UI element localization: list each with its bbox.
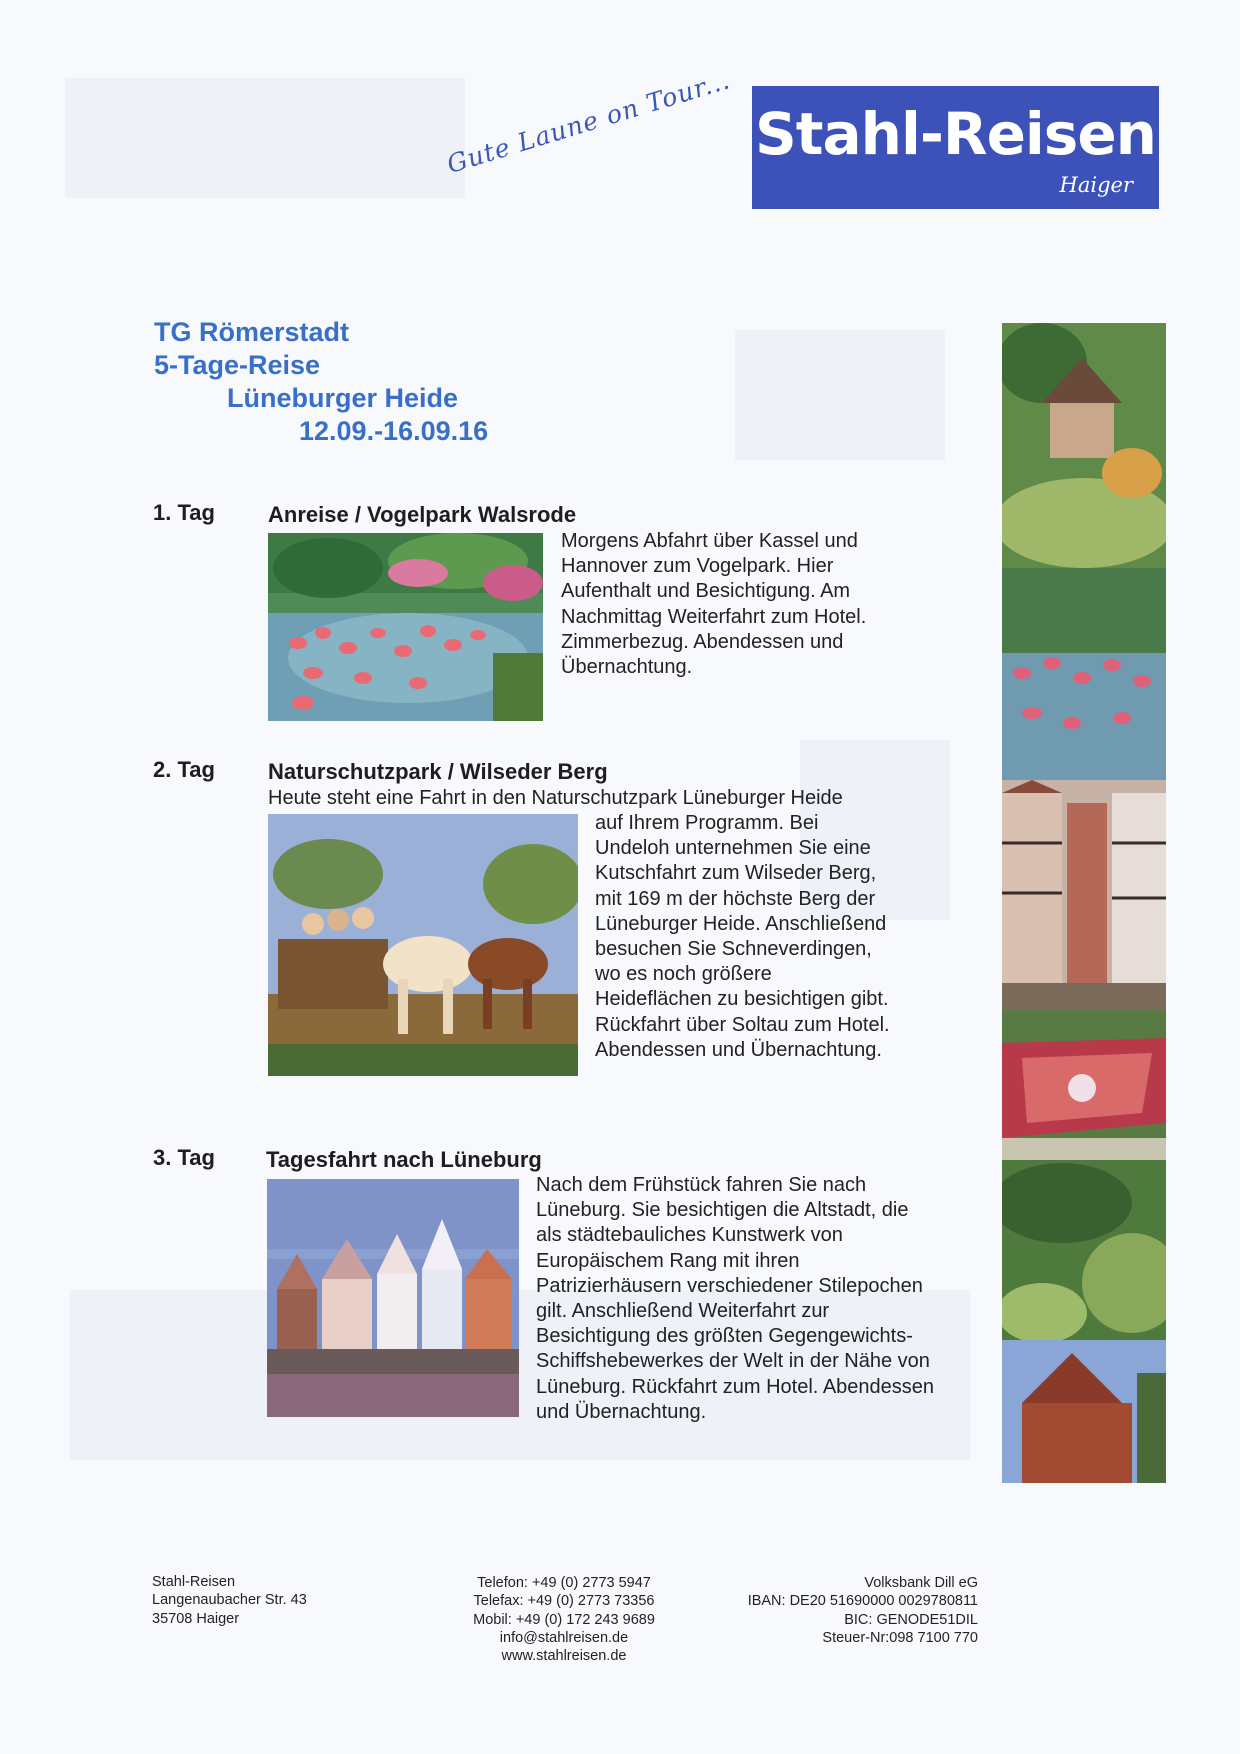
day-title: Naturschutzpark / Wilseder Berg — [268, 759, 608, 784]
text-line: Aufenthalt und Besichtigung. Am — [561, 580, 851, 603]
day-description — [595, 811, 935, 1063]
day-intro: Heute steht eine Fahrt in den Naturschutzpark Lüneburger Heide — [268, 787, 843, 809]
photo-horse-carriage — [268, 814, 578, 1076]
bleed-through-shadow — [65, 78, 465, 198]
text-line: als städtebauliches Kunstwerk von — [536, 1224, 843, 1247]
text-line: Lüneburg. Rückfahrt zum Hotel. Abendessen — [536, 1375, 935, 1398]
day-description — [536, 1173, 976, 1425]
text-line: Besichtigung des größten Gegengewichts- — [536, 1325, 913, 1348]
day-title: Anreise / Vogelpark Walsrode — [268, 502, 577, 527]
text-line: Lüneburger Heide. Anschließend — [595, 912, 887, 935]
text-line: Schiffshebewerkes der Welt in der Nähe von — [536, 1350, 930, 1373]
footer-email: info@stahlreisen.de — [499, 1629, 629, 1646]
trip-destination: Lüneburger Heide — [227, 383, 459, 413]
footer-fax: Telefax: +49 (0) 2773 73356 — [473, 1593, 655, 1610]
text-line: Abendessen und Übernachtung. — [595, 1038, 882, 1061]
text-line: mit 169 m der höchste Berg der — [595, 887, 876, 910]
bleed-through-shadow — [735, 330, 945, 460]
text-line: gilt. Anschließend Weiterfahrt zur — [536, 1300, 830, 1323]
text-line: Zimmerbezug. Abendessen und — [561, 630, 844, 653]
text-line: Nach dem Frühstück fahren Sie nach — [536, 1174, 867, 1196]
footer-line: BIC: GENODE51DIL — [844, 1611, 978, 1628]
footer-line: IBAN: DE20 51690000 0029780811 — [747, 1593, 978, 1610]
footer-line: Langenaubacher Str. 43 — [152, 1592, 307, 1609]
footer-phone: Telefon: +49 (0) 2773 5947 — [477, 1575, 651, 1591]
footer-website: www.stahlreisen.de — [501, 1648, 627, 1665]
trip-type: 5-Tage-Reise — [154, 350, 321, 380]
photo-strip — [1002, 323, 1166, 1483]
text-line: auf Ihrem Programm. Bei — [595, 812, 819, 834]
footer-line: Volksbank Dill eG — [864, 1575, 978, 1591]
company-logo — [752, 86, 1159, 209]
photo-vogelpark-flamingos — [268, 533, 543, 721]
footer-line: Steuer-Nr:098 7100 770 — [822, 1629, 978, 1646]
logo-subtitle: Haiger — [1059, 173, 1133, 197]
trip-dates: 12.09.-16.09.16 — [299, 416, 489, 446]
text-line: Heideflächen zu besichtigen gibt. — [595, 988, 889, 1011]
text-line: Undeloh unternehmen Sie eine — [595, 837, 871, 860]
footer-mobile: Mobil: +49 (0) 172 243 9689 — [473, 1611, 655, 1628]
day-description — [561, 529, 901, 680]
footer-line: Stahl-Reisen — [152, 1574, 236, 1590]
day-label: 2. Tag — [153, 757, 215, 782]
text-line: besuchen Sie Schneverdingen, — [595, 938, 872, 961]
text-line: Rückfahrt über Soltau zum Hotel. — [595, 1013, 890, 1036]
day-label: 3. Tag — [153, 1145, 215, 1170]
text-line: Kutschfahrt zum Wilseder Berg, — [595, 862, 877, 885]
text-line: Übernachtung. — [561, 656, 693, 679]
footer-address — [152, 1573, 307, 1628]
footer-bank — [678, 1574, 978, 1647]
text-line: Lüneburg. Sie besichtigen die Altstadt, die — [536, 1199, 909, 1222]
text-line: Nachmittag Weiterfahrt zum Hotel. — [561, 605, 867, 628]
trip-group: TG Römerstadt — [154, 317, 350, 347]
text-line: Morgens Abfahrt über Kassel und — [561, 530, 858, 552]
day-label: 1. Tag — [153, 500, 215, 525]
text-line: Hannover zum Vogelpark. Hier — [561, 555, 834, 578]
text-line: wo es noch größere — [595, 963, 772, 986]
logo-title: Stahl-Reisen — [755, 100, 1156, 168]
text-line: Europäischem Rang mit ihren — [536, 1249, 800, 1272]
text-line: Patrizierhäusern verschiedener Stilepochen — [536, 1274, 923, 1297]
photo-lueneburg-old-town — [267, 1179, 519, 1417]
slogan: Gute Laune on Tour... — [443, 65, 734, 179]
footer-contact — [424, 1574, 704, 1665]
day-title: Tagesfahrt nach Lüneburg — [266, 1147, 542, 1172]
footer-line: 35708 Haiger — [152, 1610, 240, 1627]
text-line: und Übernachtung. — [536, 1400, 707, 1423]
